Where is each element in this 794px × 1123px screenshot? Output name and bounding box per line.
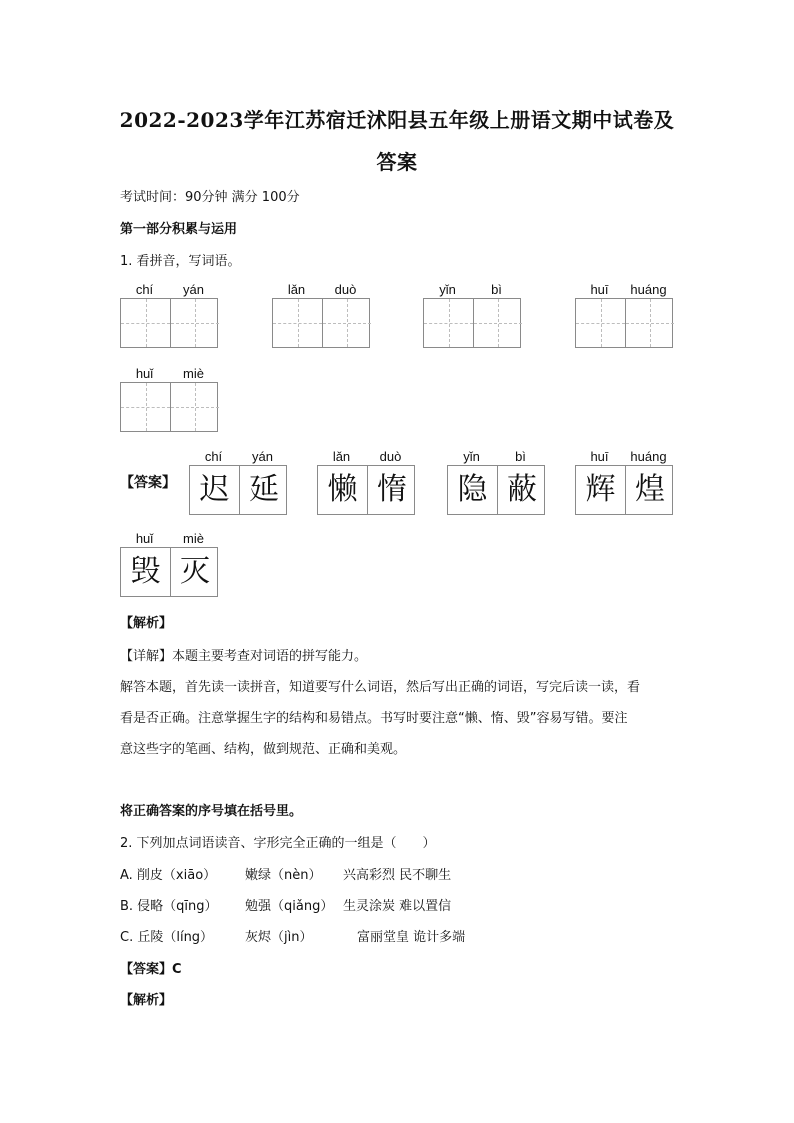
writing-grid[interactable] [423,298,521,348]
pinyin-label: lǎn [287,282,306,297]
writing-grid[interactable] [120,298,218,348]
page-title-continued: 答案 [376,150,418,174]
writing-grid[interactable] [272,298,370,348]
answer-grid [317,465,415,515]
answer-character: 延 [249,472,279,507]
q2-option-c-word2: 灰烬（jìn） [245,930,313,945]
q2-prompt: 2. 下列加点词语读音、字形完全正确的一组是（ ） [120,836,436,851]
explain-line-3: 意这些字的笔画、结构，做到规范、正确和美观。 [120,742,407,757]
answer-cell [239,466,288,514]
q2-option-b-idioms: 生灵涂炭 难以置信 [343,899,452,914]
part1-heading: 第一部分积累与运用 [120,222,238,237]
pinyin-label: chí [204,449,223,464]
q2-analysis-label: 【解析】 [120,993,173,1008]
pinyin-label: yán [252,449,273,464]
q1-prompt: 1. 看拼音，写词语。 [120,254,241,269]
writing-cell[interactable] [625,299,674,347]
writing-cell[interactable] [170,383,219,431]
answer-cell [318,466,367,514]
pinyin-label: huáng [630,282,667,297]
answer-grid [120,547,218,597]
pinyin-label: huī [590,282,609,297]
writing-cell[interactable] [121,299,170,347]
q2-option-a-idioms: 兴高彩烈 民不聊生 [343,868,452,883]
answer-character: 蔽 [507,472,537,507]
grid-guide-line [323,323,371,324]
q2-answer: 【答案】C [120,962,182,977]
writing-cell[interactable] [170,299,219,347]
grid-guide-line [424,323,473,324]
answer-cell [367,466,416,514]
q2-option-a: A. 削皮（xiāo） [120,868,217,883]
answer-character: 迟 [199,472,230,507]
writing-cell[interactable] [322,299,371,347]
pinyin-label: miè [183,531,204,546]
pinyin-label: huáng [630,449,667,464]
detail-text: 【详解】本题主要考查对词语的拼写能力。 [120,649,368,664]
writing-cell[interactable] [576,299,625,347]
section2-heading: 将正确答案的序号填在括号里。 [120,804,303,819]
answer-character: 惰 [377,472,407,507]
answer-character: 煌 [635,472,665,507]
exam-info: 考试时间：90分钟 满分 100分 [120,190,300,205]
pinyin-label: huǐ [135,366,154,381]
answer-cell [625,466,674,514]
q2-option-b-word2: 勉强（qiǎng） [245,899,334,914]
answer-cell [170,548,219,596]
pinyin-label: bì [491,282,502,297]
explain-line-1: 解答本题，首先读一读拼音，知道要写什么词语，然后写出正确的词语，写完后读一读，看 [120,680,641,695]
answer-cell [121,548,170,596]
answer-character: 灭 [180,554,210,589]
grid-guide-line [626,323,674,324]
explain-line-2: 看是否正确。注意掌握生字的结构和易错点。书写时要注意“懒、惰、毁”容易写错。要注 [120,711,628,726]
grid-guide-line [273,323,322,324]
writing-cell[interactable] [473,299,522,347]
writing-cell[interactable] [121,383,170,431]
pinyin-label: yǐn [463,449,480,464]
answer-character: 毁 [130,554,161,589]
analysis-label: 【解析】 [120,616,173,631]
pinyin-label: yǐn [439,282,456,297]
grid-guide-line [474,323,522,324]
answer-cell [497,466,546,514]
pinyin-label: huǐ [135,531,154,546]
pinyin-label: duò [379,449,402,464]
grid-guide-line [121,323,170,324]
answer-character: 辉 [585,472,616,507]
answer-character: 隐 [457,472,488,507]
q2-option-c: C. 丘陵（líng） [120,930,214,945]
pinyin-label: duò [334,282,357,297]
writing-grid[interactable] [575,298,673,348]
answer-character: 懒 [327,472,358,507]
writing-cell[interactable] [424,299,473,347]
pinyin-label: huī [590,449,609,464]
grid-guide-line [576,323,625,324]
answer-cell [448,466,497,514]
pinyin-label: yán [183,282,204,297]
q2-option-a-word2: 嫩绿（nèn） [245,868,322,883]
grid-guide-line [171,407,219,408]
pinyin-label: miè [183,366,204,381]
pinyin-label: chí [135,282,154,297]
writing-cell[interactable] [273,299,322,347]
pinyin-label: bì [515,449,526,464]
grid-guide-line [171,323,219,324]
grid-guide-line [121,407,170,408]
answer-grid [575,465,673,515]
pinyin-label: lǎn [332,449,351,464]
writing-grid[interactable] [120,382,218,432]
answer-grid [447,465,545,515]
page-title: 2022-2023学年江苏宿迁沭阳县五年级上册语文期中试卷及 [119,108,675,132]
answer-grid [189,465,287,515]
answer-cell [576,466,625,514]
q2-option-b: B. 侵略（qīng） [120,899,218,914]
answer-cell [190,466,239,514]
q2-option-c-idioms: 富丽堂皇 诡计多端 [357,930,466,945]
answer-label: 【答案】 [120,475,176,491]
